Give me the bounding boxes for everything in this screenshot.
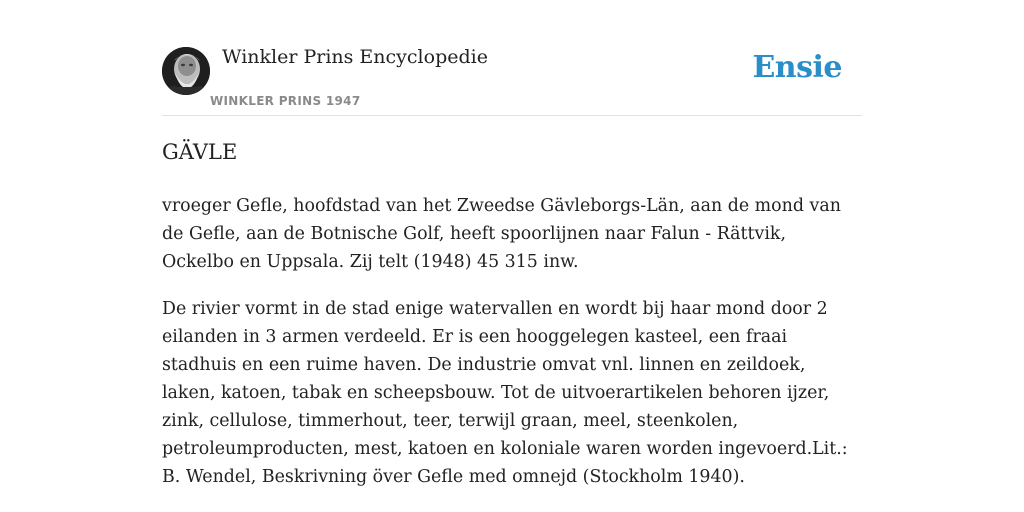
portrait-photo-icon [162,47,210,95]
avatar[interactable] [162,47,210,95]
source-subtitle: WINKLER PRINS 1947 [210,94,361,108]
header [162,0,862,116]
entry-title: GÄVLE [162,140,238,164]
source-title-link[interactable]: Winkler Prins Encyclopedie [222,46,488,68]
entry-content [162,192,862,510]
entry-paragraph: vroeger Gefle, hoofdstad van het Zweedse Gävleborgs-Län, aan de mond van de Gefle, aan de Botnische Golf, heeft spoorlijnen naar Falun - Rättvik, Ockelbo en Uppsala. Zij telt (1948) 45 315 inw. [162,196,841,272]
page [162,0,862,512]
brand-logo-link[interactable]: Ensie [752,50,842,85]
entry-paragraph: De rivier vormt in de stad enige watervallen en wordt bij haar mond door 2 eilanden in 3 armen verdeeld. Er is een hooggelegen kasteel, een fraai stadhuis en een ruime haven. De industrie omvat vnl. linnen en zeildoek, laken, katoen, tabak en scheepsbouw. Tot de uitvoerartikelen behoren ijzer, zink, cellulose, timmerhout, teer, terwijl graan, meel, steenkolen, petroleumproducten, mest, katoen en koloniale waren worden ingevoerd.Lit.: B. Wendel, Beskrivning över Gefle med omnejd (Stockholm 1940). [162,299,848,487]
